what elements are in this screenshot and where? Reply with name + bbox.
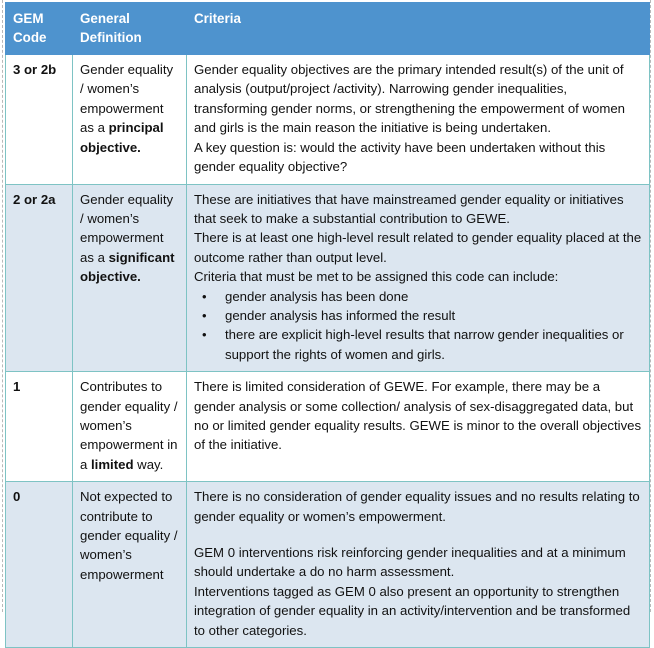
cell-gem-code: 2 or 2a [6, 184, 73, 372]
list-item-label: there are explicit high-level results that narrow gender inequalities or support the rights of women and girls. [225, 327, 624, 362]
column-header-general-definition: General Definition [73, 3, 187, 55]
criteria-bullet-list [194, 287, 642, 365]
definition-text-lead: Contributes to gender equality / women’s empowerment in a [80, 379, 178, 472]
column-header-gem-code: GEM Code [6, 3, 73, 55]
cell-general-definition [73, 372, 187, 482]
page-margin-guide-right [650, 0, 651, 612]
cell-general-definition [73, 482, 187, 648]
definition-text-lead: Gender equality / women’s empowerment as a [80, 62, 174, 136]
bullet-icon: • [202, 327, 207, 343]
cell-general-definition [73, 184, 187, 372]
cell-general-definition [73, 55, 187, 184]
table-header [6, 3, 650, 55]
criteria-paragraph: There is limited consideration of GEWE. For example, there may be a gender analysis or some collection/ analysis of sex-disaggregated data, but no or limited gender equality results. GEWE is minor to the overall objectives of the initiative. [194, 379, 642, 453]
criteria-paragraph: Criteria that must be met to be assigned this code can include: [194, 269, 559, 285]
criteria-paragraph: There is no consideration of gender equality issues and no results relating to gender equality or women’s empowerment. [194, 489, 640, 524]
table-row [6, 55, 650, 184]
page-margin-guide-left [2, 0, 3, 612]
gem-code-table [5, 2, 650, 648]
cell-gem-code: 0 [6, 482, 73, 648]
criteria-paragraph: These are initiatives that have mainstreamed gender equality or initiatives that seek to make a substantial contribution to GEWE. [194, 191, 624, 226]
list-item [194, 306, 642, 325]
definition-text-emphasis: limited [91, 456, 134, 472]
table-body [6, 55, 650, 648]
column-header-criteria: Criteria [187, 3, 650, 55]
cell-criteria [187, 184, 650, 372]
list-item-label: gender analysis has been done [225, 288, 409, 304]
cell-criteria [187, 482, 650, 648]
table-row [6, 482, 650, 648]
definition-text-lead: Not expected to contribute to gender equality / women’s empowerment [80, 489, 178, 582]
bullet-icon: • [202, 288, 207, 304]
table-header-row [6, 3, 650, 55]
definition-text-emphasis: significant objective. [80, 249, 175, 285]
bullet-icon: • [202, 307, 207, 323]
criteria-paragraph: There is at least one high-level result related to gender equality placed at the outcome rather than output level. [194, 230, 642, 265]
table-row [6, 372, 650, 482]
list-item [194, 287, 642, 306]
criteria-paragraph: Interventions tagged as GEM 0 also present an opportunity to strengthen integration of gender equality in an activity/intervention and be transformed to other categories. [194, 583, 631, 638]
cell-criteria [187, 372, 650, 482]
cell-gem-code: 3 or 2b [6, 55, 73, 184]
definition-text-tail: way. [133, 456, 164, 472]
list-item [194, 325, 642, 364]
criteria-paragraph: Gender equality objectives are the primary intended result(s) of the unit of analysis (output/project /activity). Narrowing gender inequalities, transforming gender norms, or strengthening the empowerment of women and girls is the main reason the initiative is being undertaken. [194, 62, 626, 136]
definition-text-lead: Gender equality / women’s empowerment as a [80, 191, 174, 265]
gem-code-table-container [5, 2, 649, 648]
cell-criteria [187, 55, 650, 184]
list-item-label: gender analysis has informed the result [225, 307, 456, 323]
definition-text-emphasis: principal objective. [80, 120, 164, 155]
criteria-paragraph: A key question is: would the activity have been undertaken without this gender equality objective? [194, 139, 606, 175]
cell-gem-code: 1 [6, 372, 73, 482]
criteria-paragraph: GEM 0 interventions risk reinforcing gender inequalities and at a minimum should undertake a do no harm assessment. [194, 545, 626, 580]
table-row [6, 184, 650, 372]
